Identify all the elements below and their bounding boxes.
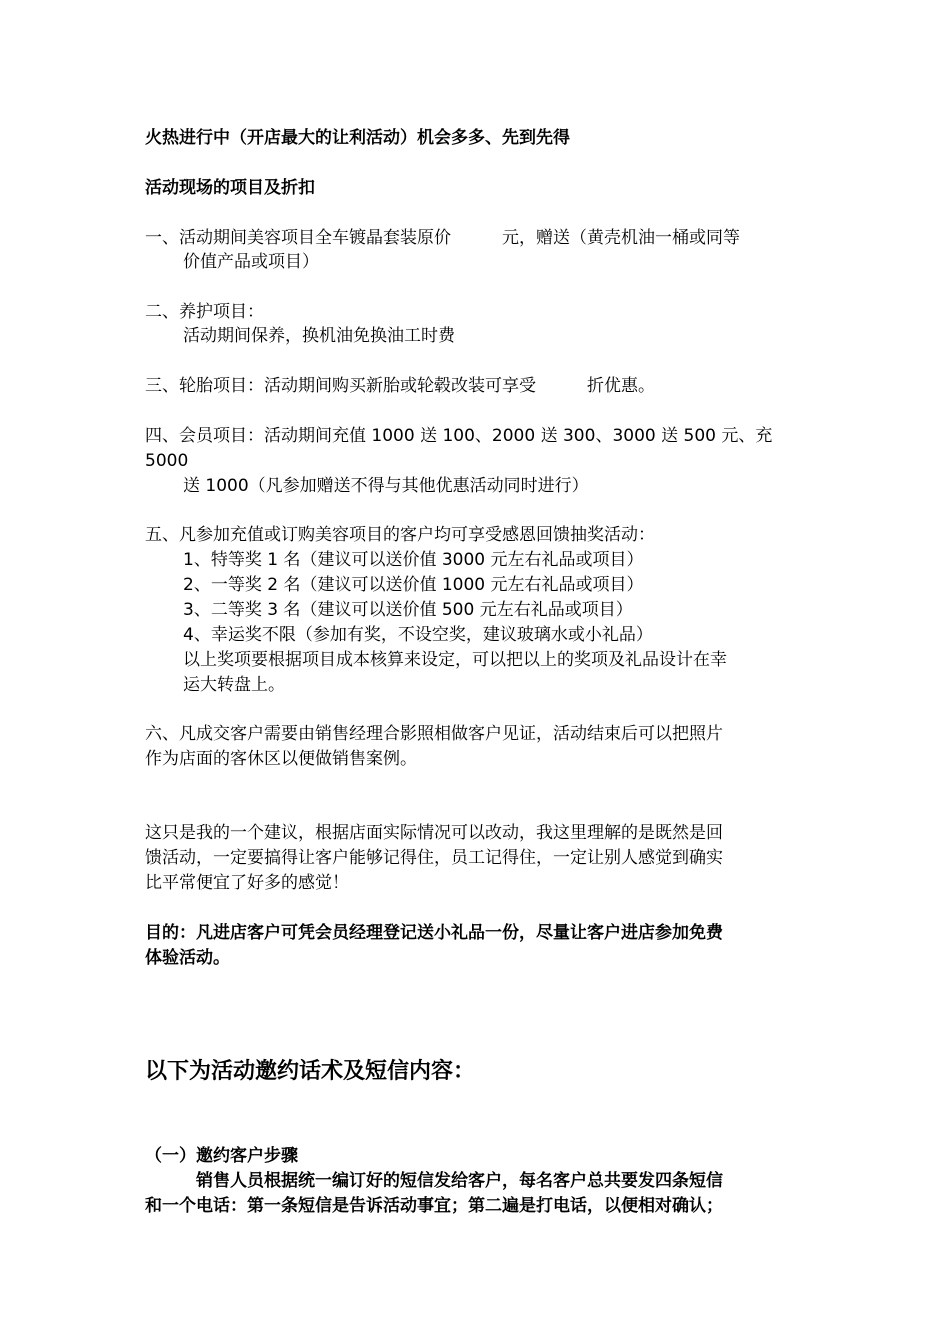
item-6-line-1: 六、凡成交客户需要由销售经理合影照相做客户见证，活动结束后可以把照片 [145, 724, 723, 744]
prize-item: 1、特等奖 1 名（建议可以送价值 3000 元左右礼品或项目） [183, 550, 644, 570]
suggestion-line-3: 比平常便宜了好多的感觉！ [145, 873, 349, 893]
prize-item: 4、幸运奖不限（参加有奖，不设空奖，建议玻璃水或小礼品） [183, 625, 653, 645]
section-title: 活动现场的项目及折扣 [145, 178, 315, 198]
item-5-intro: 五、凡参加充值或订购美容项目的客户均可享受感恩回馈抽奖活动： [145, 525, 655, 545]
suggestion-line-2: 馈活动，一定要搞得让客户能够记得住，员工记得住，一定让别人感觉到确实 [145, 848, 723, 868]
purpose-line-2: 体验活动。 [145, 948, 230, 968]
item-6-line-2: 作为店面的客休区以便做销售案例。 [145, 749, 417, 769]
suggestion-line-1: 这只是我的一个建议，根据店面实际情况可以改动，我这里理解的是既然是回 [145, 823, 723, 843]
step-line-2: 和一个电话：第一条短信是告诉活动事宜；第二遍是打电话，以便相对确认； [145, 1196, 723, 1216]
headline: 火热进行中（开店最大的让利活动）机会多多、先到先得 [145, 128, 570, 148]
item-4-line-2: 5000 [145, 451, 189, 471]
step-title: （一）邀约客户步骤 [145, 1146, 298, 1166]
item-2-line-1: 二、养护项目： [145, 302, 264, 322]
item-1-line-1: 一、活动期间美容项目全车镀晶套装原价 元，赠送（黄壳机油一桶或同等 [145, 228, 740, 248]
script-heading: 以下为活动邀约话术及短信内容： [145, 1059, 476, 1084]
item-4-line-3: 送 1000（凡参加赠送不得与其他优惠活动同时进行） [183, 476, 589, 496]
prize-item: 2、一等奖 2 名（建议可以送价值 1000 元左右礼品或项目） [183, 575, 644, 595]
purpose-line-1: 目的：凡进店客户可凭会员经理登记送小礼品一份，尽量让客户进店参加免费 [145, 923, 723, 943]
item-4-line-1: 四、会员项目：活动期间充值 1000 送 100、2000 送 300、3000 送 500 元、充 [145, 426, 773, 446]
step-line-1: 销售人员根据统一编订好的短信发给客户，每名客户总共要发四条短信 [145, 1171, 723, 1191]
prize-note-line-2: 运大转盘上。 [183, 675, 285, 695]
item-2-line-2: 活动期间保养，换机油免换油工时费 [183, 326, 455, 346]
prize-note-line-1: 以上奖项要根据项目成本核算来设定，可以把以上的奖项及礼品设计在幸 [183, 650, 727, 670]
item-3: 三、轮胎项目：活动期间购买新胎或轮毂改装可享受 折优惠。 [145, 376, 655, 396]
item-1-line-2: 价值产品或项目） [183, 252, 319, 272]
prize-item: 3、二等奖 3 名（建议可以送价值 500 元左右礼品或项目） [183, 600, 633, 620]
